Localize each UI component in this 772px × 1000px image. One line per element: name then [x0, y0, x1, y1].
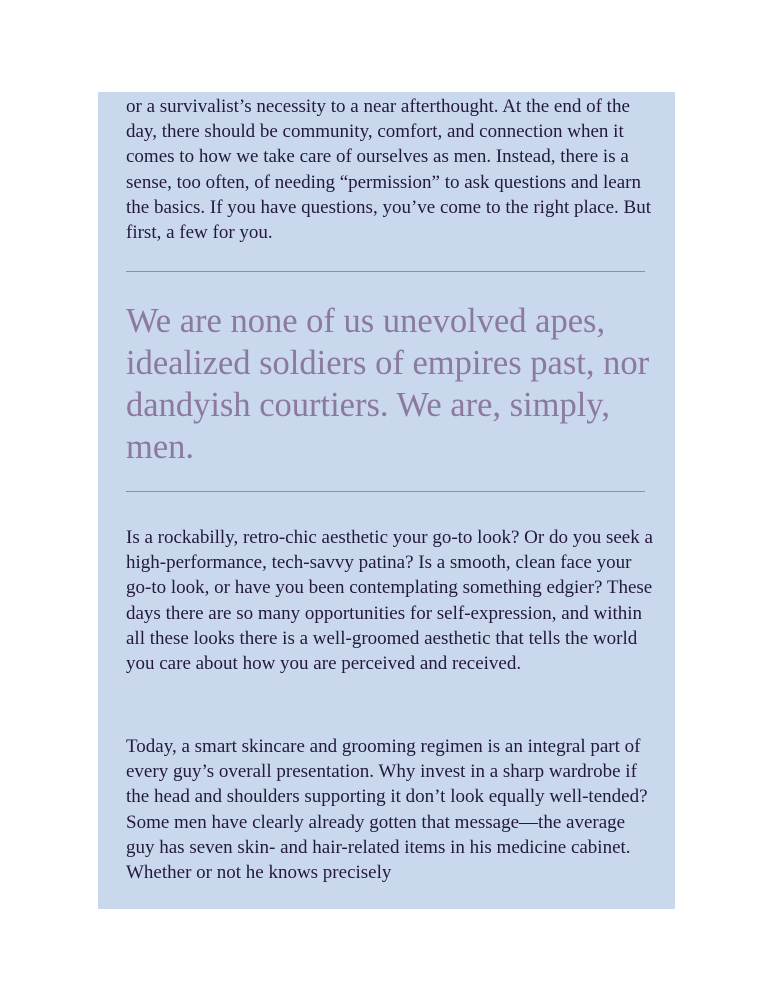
paragraph-intro: or a survivalist’s necessity to a near afterthought. At the end of the day, there should be community, comfort, and connection when it comes to how we take care of ourselves as men. Instead, there is a sense, too often, of needing “permission” to ask questions and learn the basics. If you have questions, you’ve come to the right place. But first, a few for you.	[126, 96, 652, 244]
paragraph-regimen: Today, a smart skincare and grooming regimen is an integral part of every guy’s overall presentation. Why invest in a sharp wardrobe if the head and shoulders supporting it don’t look equally well-tended? Some men have clearly already gotten that message—the average guy has seven skin- and hair-related items in his medicine cabinet. Whether or not he knows precisely	[126, 736, 648, 884]
paragraph-aesthetic: Is a rockabilly, retro-chic aesthetic your go-to look? Or do you seek a high-performance, tech-savvy patina? Is a smooth, clean face your go-to look, or have you been contemplating something edgier? These days there are so many opportunities for self-expression, and within all these looks there is a well-groomed aesthetic that tells the world you care about how you are perceived and received.	[126, 527, 653, 675]
pull-quote: We are none of us unevolved apes, idealized soldiers of empires past, nor dandyish courtiers. We are, simply, men.	[126, 302, 650, 466]
page-panel	[98, 92, 675, 909]
pullquote-rule-bottom	[126, 491, 645, 492]
pullquote-rule-top	[126, 271, 645, 272]
